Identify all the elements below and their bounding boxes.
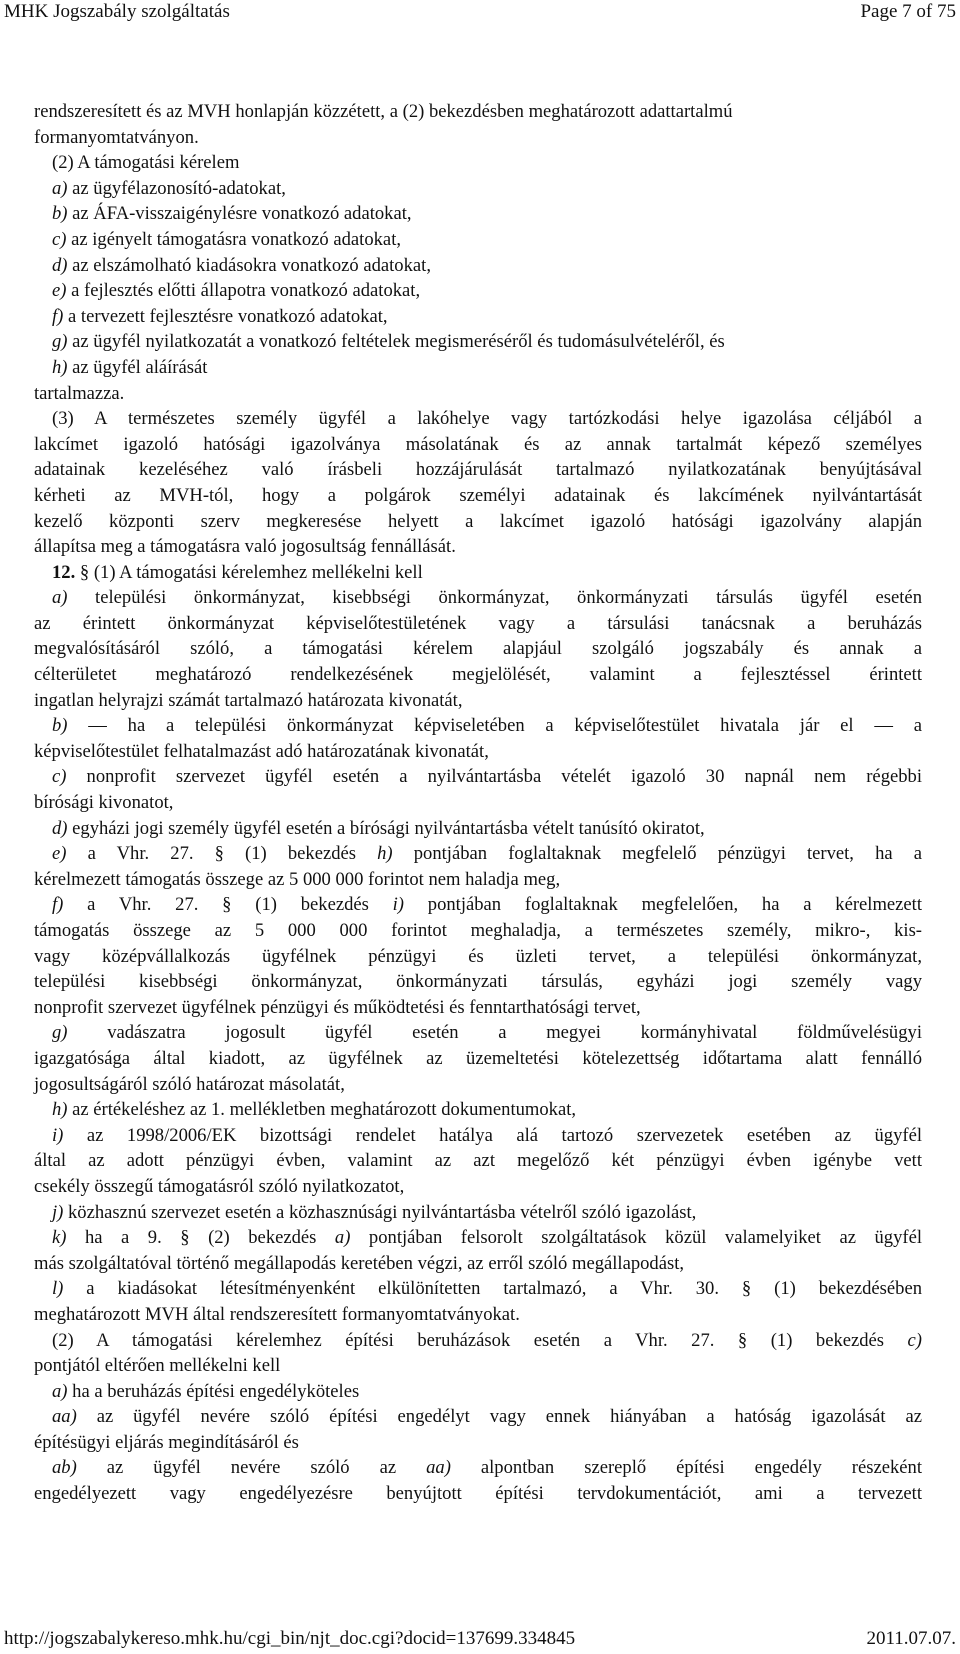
header-title: MHK Jogszabály szolgáltatás <box>4 1 230 22</box>
text-segment: (3) A természetes személy ügyfél a lakóhelye vagy tartózkodási helye igazolása céljából a <box>52 408 922 430</box>
item-marker: i) <box>52 1124 64 1146</box>
item-marker: h) <box>52 356 68 378</box>
text-line <box>34 201 922 227</box>
text-segment: ha a 9. § (2) bekezdés <box>66 1227 335 1249</box>
item-marker: e) <box>52 843 67 865</box>
item-marker: g) <box>52 1022 68 1044</box>
text-segment: az ügyfélazonosító-adatokat, <box>67 177 286 199</box>
text-line <box>34 969 922 995</box>
text-line <box>34 150 922 176</box>
text-line <box>34 739 922 765</box>
item-marker: d) <box>52 817 68 839</box>
text-line <box>34 1276 922 1302</box>
text-segment: — ha a települési önkormányzat képviseletében a képviselőtestület hivatala jár el — a <box>67 715 922 737</box>
footer-url: http://jogszabalykereso.mhk.hu/cgi_bin/njt_doc.cgi?docid=137699.334845 <box>4 1628 576 1649</box>
item-marker: i) <box>392 894 404 916</box>
text-segment: az ügyfél aláírását <box>67 356 208 378</box>
text-segment: alpontban szereplő építési engedély részeként <box>450 1457 922 1479</box>
text-segment: a Vhr. 27. § (1) bekezdés <box>66 843 378 865</box>
item-marker: aa) <box>52 1406 77 1428</box>
text-segment: települési kisebbségi önkormányzat, önkormányzati társulás, egyházi jogi személy vagy <box>34 971 922 993</box>
item-marker: ab) <box>52 1457 77 1479</box>
text-segment: az 1998/2006/EK bizottsági rendelet hatálya alá tartozó szervezetek esetében az ügyfél <box>63 1124 922 1146</box>
text-line <box>34 227 922 253</box>
text-line <box>34 534 922 560</box>
text-segment: építésügyi eljárás megindításáról és <box>34 1431 299 1453</box>
item-marker: h) <box>52 1099 68 1121</box>
item-marker: c) <box>52 766 67 788</box>
text-segment: támogatás összege az 5 000 000 forintot meghaladja, a természetes személy, mikro-, kis- <box>34 920 922 941</box>
text-line <box>34 816 922 842</box>
text-segment: közhasznú szervezet esetén a közhasznúsági nyilvántartásba vételről szóló igazolást, <box>63 1201 697 1223</box>
text-line <box>34 1020 922 1046</box>
item-marker: b) <box>52 715 68 737</box>
text-segment: adatainak kezeléséhez való írásbeli hozzájárulását tartalmazó nyilatkozatának benyújtásával <box>34 459 922 481</box>
text-line <box>34 509 922 535</box>
text-line <box>34 483 922 509</box>
item-marker: a) <box>52 1380 68 1402</box>
item-marker: a) <box>52 587 68 609</box>
text-line <box>34 304 922 330</box>
text-line <box>34 1353 922 1379</box>
item-marker: f) <box>52 894 64 916</box>
text-line <box>34 329 922 355</box>
text-segment: kérheti az MVH-tól, hogy a polgárok személyi adatainak és lakcímének nyilvántartását <box>34 484 922 506</box>
text-segment: más szolgáltatóval történő megállapodás keretében végzi, az erről szóló megállapodást, <box>34 1252 685 1274</box>
text-segment: vadászatra jogosult ügyfél esetén a megyei kormányhivatal földművelésügyi <box>67 1022 922 1044</box>
text-segment: célterületet meghatározó rendelkezésének megjelölését, valamint a fejlesztéssel érintett <box>34 664 922 686</box>
text-line <box>34 1046 922 1072</box>
text-segment: ingatlan helyrajzi számát tartalmazó határozata kivonatát, <box>34 689 463 711</box>
text-line <box>34 1123 922 1149</box>
text-line <box>34 790 922 816</box>
text-line <box>34 1148 922 1174</box>
text-line <box>34 406 922 432</box>
item-marker: c) <box>907 1329 922 1351</box>
text-segment: az értékeléshez az 1. mellékletben meghatározott dokumentumokat, <box>67 1099 577 1121</box>
text-segment: jogosultságáról szóló határozat másolatát, <box>34 1073 345 1095</box>
item-marker: g) <box>52 331 68 353</box>
page-footer <box>0 1626 960 1652</box>
text-segment: az ügyfél nevére szóló építési engedélyt vagy ennek hiányában a hatóság igazolását az <box>76 1406 922 1428</box>
text-line <box>34 611 922 637</box>
text-line <box>34 176 922 202</box>
text-segment: nonprofit szervezet ügyfélnek pénzügyi és működtetési és fenntarthatósági tervet, <box>34 996 641 1018</box>
text-segment: vagy középvállalkozás ügyfélnek pénzügyi és üzleti tervet, a települési önkormányzat, <box>34 945 922 967</box>
text-line <box>34 1174 922 1200</box>
text-segment: egyházi jogi személy ügyfél esetén a bírósági nyilvántartásba vételt tanúsító okiratot, <box>67 817 705 839</box>
text-segment: bírósági kivonatot, <box>34 792 174 814</box>
text-segment: a Vhr. 27. § (1) bekezdés <box>63 894 393 916</box>
item-marker: k) <box>52 1227 67 1249</box>
text-line <box>34 381 922 407</box>
item-marker: c) <box>52 228 67 250</box>
text-line <box>34 867 922 893</box>
text-segment: formanyomtatványon. <box>34 126 199 148</box>
text-line <box>34 585 922 611</box>
text-segment: (2) A támogatási kérelemhez építési beruházások esetén a Vhr. 27. § (1) bekezdés <box>52 1329 908 1351</box>
item-marker: e) <box>52 280 67 302</box>
text-segment: az ügyfél nevére szóló az <box>76 1457 427 1479</box>
text-segment: engedélyezett vagy engedélyezésre benyújtott építési tervdokumentációt, ami a tervezett <box>34 1483 922 1505</box>
text-line <box>34 1481 922 1507</box>
text-segment: kérelmezett támogatás összege az 5 000 000 forintot nem haladja meg, <box>34 868 561 890</box>
item-marker: aa) <box>426 1457 451 1479</box>
text-line <box>34 457 922 483</box>
text-segment: lakcímet igazoló hatósági igazolványa másolatának és az annak tartalmát képező személyes <box>34 433 922 455</box>
text-segment: § (1) A támogatási kérelemhez mellékelni kell <box>75 561 423 583</box>
text-line <box>34 1072 922 1098</box>
text-segment: állapítsa meg a támogatásra való jogosultság fennállását. <box>34 536 456 558</box>
text-segment: az elszámolható kiadásokra vonatkozó adatokat, <box>67 254 431 276</box>
text-segment: az ügyfél nyilatkozatát a vonatkozó feltételek megismeréséről és tudomásulvételéről, és <box>67 331 725 353</box>
item-marker: d) <box>52 254 68 276</box>
text-segment: csekély összegű támogatásról szóló nyilatkozatot, <box>34 1175 405 1197</box>
text-line <box>34 892 922 918</box>
item-marker: f) <box>52 305 64 327</box>
text-line <box>34 713 922 739</box>
text-line <box>34 253 922 279</box>
text-segment: igazgatósága által kiadott, az ügyfélnek az üzemeltetési kötelezettség időtartama alatt fennálló <box>34 1047 922 1069</box>
text-line <box>34 1430 922 1456</box>
text-line <box>34 1097 922 1123</box>
text-segment: ha a beruházás építési engedélyköteles <box>67 1380 360 1402</box>
text-segment: rendszeresített és az MVH honlapján közzétett, a (2) bekezdésben meghatározott adattartalmú <box>34 101 733 122</box>
text-line <box>34 688 922 714</box>
text-line <box>34 995 922 1021</box>
text-line <box>34 1225 922 1251</box>
text-segment: települési önkormányzat, kisebbségi önkormányzat, önkormányzati társulás ügyfél esetén <box>67 587 922 609</box>
text-line <box>34 764 922 790</box>
text-segment: meghatározott MVH által rendszeresített formanyomtatványokat. <box>34 1303 520 1325</box>
text-segment: pontjától eltérően mellékelni kell <box>34 1355 281 1377</box>
text-line <box>34 560 922 586</box>
text-line <box>34 841 922 867</box>
text-line <box>34 1328 922 1354</box>
text-segment: pontjában foglaltaknak megfelelő pénzügyi tervet, ha a <box>392 843 922 865</box>
page-header <box>0 0 960 24</box>
text-line <box>34 1251 922 1277</box>
text-line <box>34 1302 922 1328</box>
text-segment: pontjában felsorolt szolgáltatások közül valamelyiket az ügyfél <box>350 1227 922 1249</box>
text-line <box>34 432 922 458</box>
text-line <box>34 1200 922 1226</box>
document-body <box>34 99 922 1507</box>
text-segment: az érintett önkormányzat képviselőtestületének vagy a társulási tanácsnak a beruházás <box>34 612 922 634</box>
text-segment: a tervezett fejlesztésre vonatkozó adatokat, <box>63 305 388 327</box>
text-line <box>34 944 922 970</box>
text-segment: az igényelt támogatásra vonatkozó adatokat, <box>66 228 402 250</box>
item-marker: a) <box>52 177 68 199</box>
text-line <box>34 662 922 688</box>
text-line <box>34 1455 922 1481</box>
page-number: Page 7 of 75 <box>860 1 956 22</box>
text-line <box>34 355 922 381</box>
text-segment: az ÁFA-visszaigénylésre vonatkozó adatokat, <box>67 203 412 225</box>
text-line <box>34 1379 922 1405</box>
text-segment: nonprofit szervezet ügyfél esetén a nyilvántartásba vételét igazoló 30 napnál nem régebbi <box>66 766 922 788</box>
item-marker: h) <box>377 843 393 865</box>
text-line <box>34 918 922 944</box>
text-line <box>34 278 922 304</box>
item-marker: l) <box>52 1278 64 1300</box>
text-line <box>34 1404 922 1430</box>
text-segment: kezelő központi szerv megkeresése helyett a lakcímet igazoló hatósági igazolvány alapján <box>34 510 922 532</box>
text-segment: megvalósításáról szóló, a támogatási kérelem alapjául szolgáló jogszabály és annak a <box>34 638 922 660</box>
text-line <box>34 636 922 662</box>
text-line <box>34 125 922 151</box>
text-segment: képviselőtestület felhatalmazást adó határozatának kivonatát, <box>34 740 489 762</box>
footer-date: 2011.07.07. <box>866 1628 956 1649</box>
item-marker: a) <box>334 1227 351 1249</box>
text-segment: (2) A támogatási kérelem <box>52 152 240 174</box>
text-line <box>34 99 922 125</box>
text-segment: pontjában foglaltaknak megfelelően, ha a kérelmezett <box>404 894 922 916</box>
text-segment: által az adott pénzügyi évben, valamint az azt megelőző két pénzügyi évben igénybe vett <box>34 1150 922 1172</box>
text-segment: a fejlesztés előtti állapotra vonatkozó adatokat, <box>66 280 421 302</box>
section-number: 12. <box>52 561 76 583</box>
item-marker: b) <box>52 203 68 225</box>
item-marker: j) <box>52 1201 64 1223</box>
text-segment: tartalmazza. <box>34 382 125 404</box>
text-segment: a kiadásokat létesítményenként elkülönítetten tartalmazó, a Vhr. 30. § (1) bekezdésében <box>63 1278 922 1300</box>
